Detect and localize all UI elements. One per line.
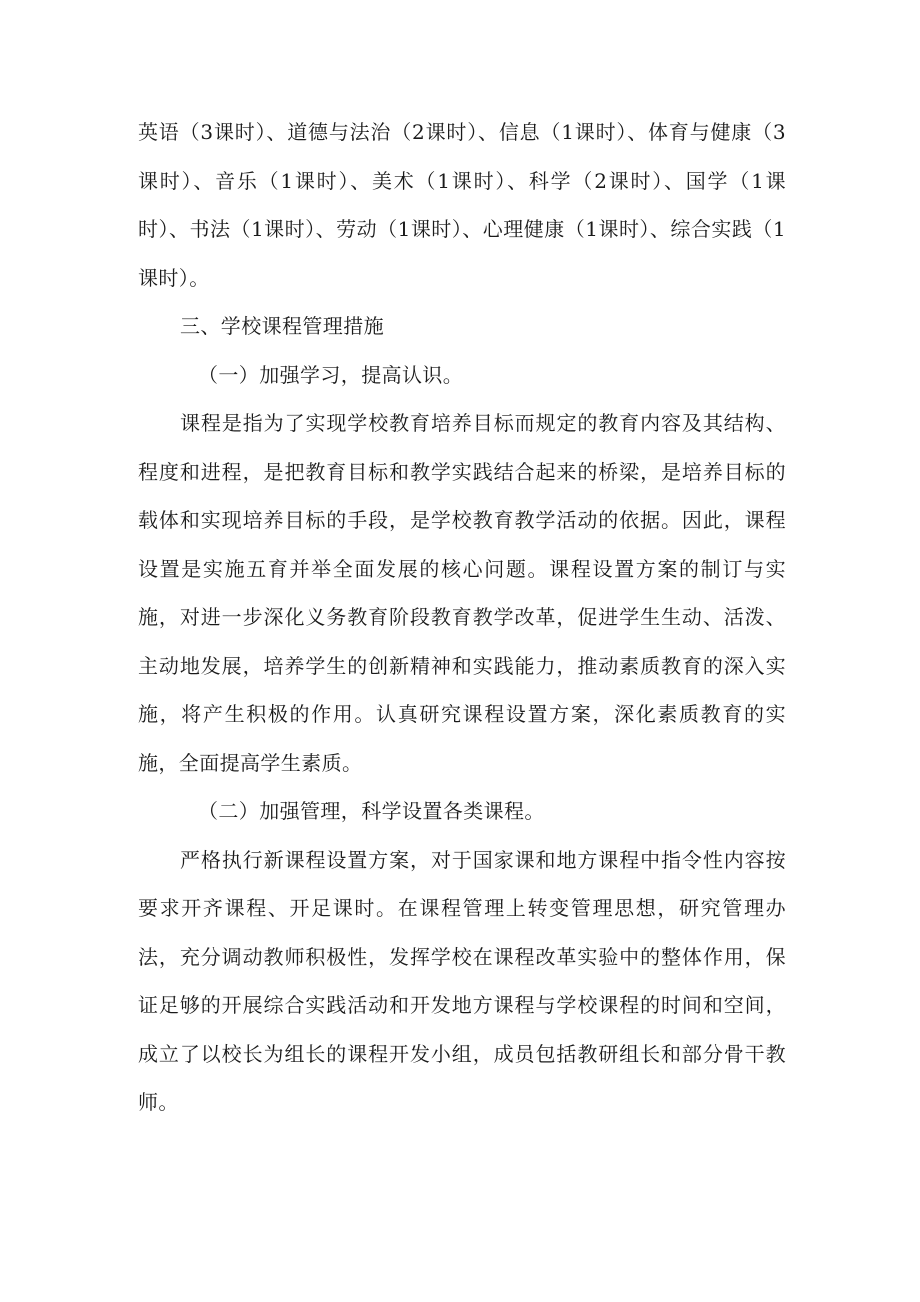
subsection-heading-strengthen-management: （二）加强管理，科学设置各类课程。 [198,799,545,823]
paragraph-course-hours: 英语（3课时）、道德与法治（2课时）、信息（1课时）、体育与健康（3课时）、音乐（1课时）、美术（1课时）、科学（2课时）、国学（1课时）、书法（1课时）、劳动（1课时）、心理健康（1课时）、综合实践（1课时）。 [138,120,786,290]
paragraph-course-definition: 课程是指为了实现学校教育培养目标而规定的教育内容及其结构、程度和进程，是把教育目标和教学实践结合起来的桥梁，是培养目标的载体和实现培养目标的手段，是学校教育教学活动的依据。因此，课程设置是实施五育并举全面发展的核心问题。课程设置方案的制订与实施，对进一步深化义务教育阶段教育教学改革，促进学生生动、活泼、主动地发展，培养学生的创新精神和实践能力，推动素质教育的深入实施，将产生积极的作用。认真研究课程设置方案，深化素质教育的实施，全面提高学生素质。 [138,411,786,775]
document-body [138,108,786,1127]
subsection-heading-strengthen-learning: （一）加强学习，提高认识。 [198,362,464,387]
section-heading-school-course-management: 三、学校课程管理措施 [180,314,384,338]
paragraph-course-implementation: 严格执行新课程设置方案，对于国家课和地方课程中指令性内容按要求开齐课程、开足课时。在课程管理上转变管理思想，研究管理办法，充分调动教师积极性，发挥学校在课程改革实验中的整体作用，保证足够的开展综合实践活动和开发地方课程与学校课程的时间和空间，成立了以校长为组长的课程开发小组，成员包括教研组长和部分骨干教师。 [138,847,786,1114]
